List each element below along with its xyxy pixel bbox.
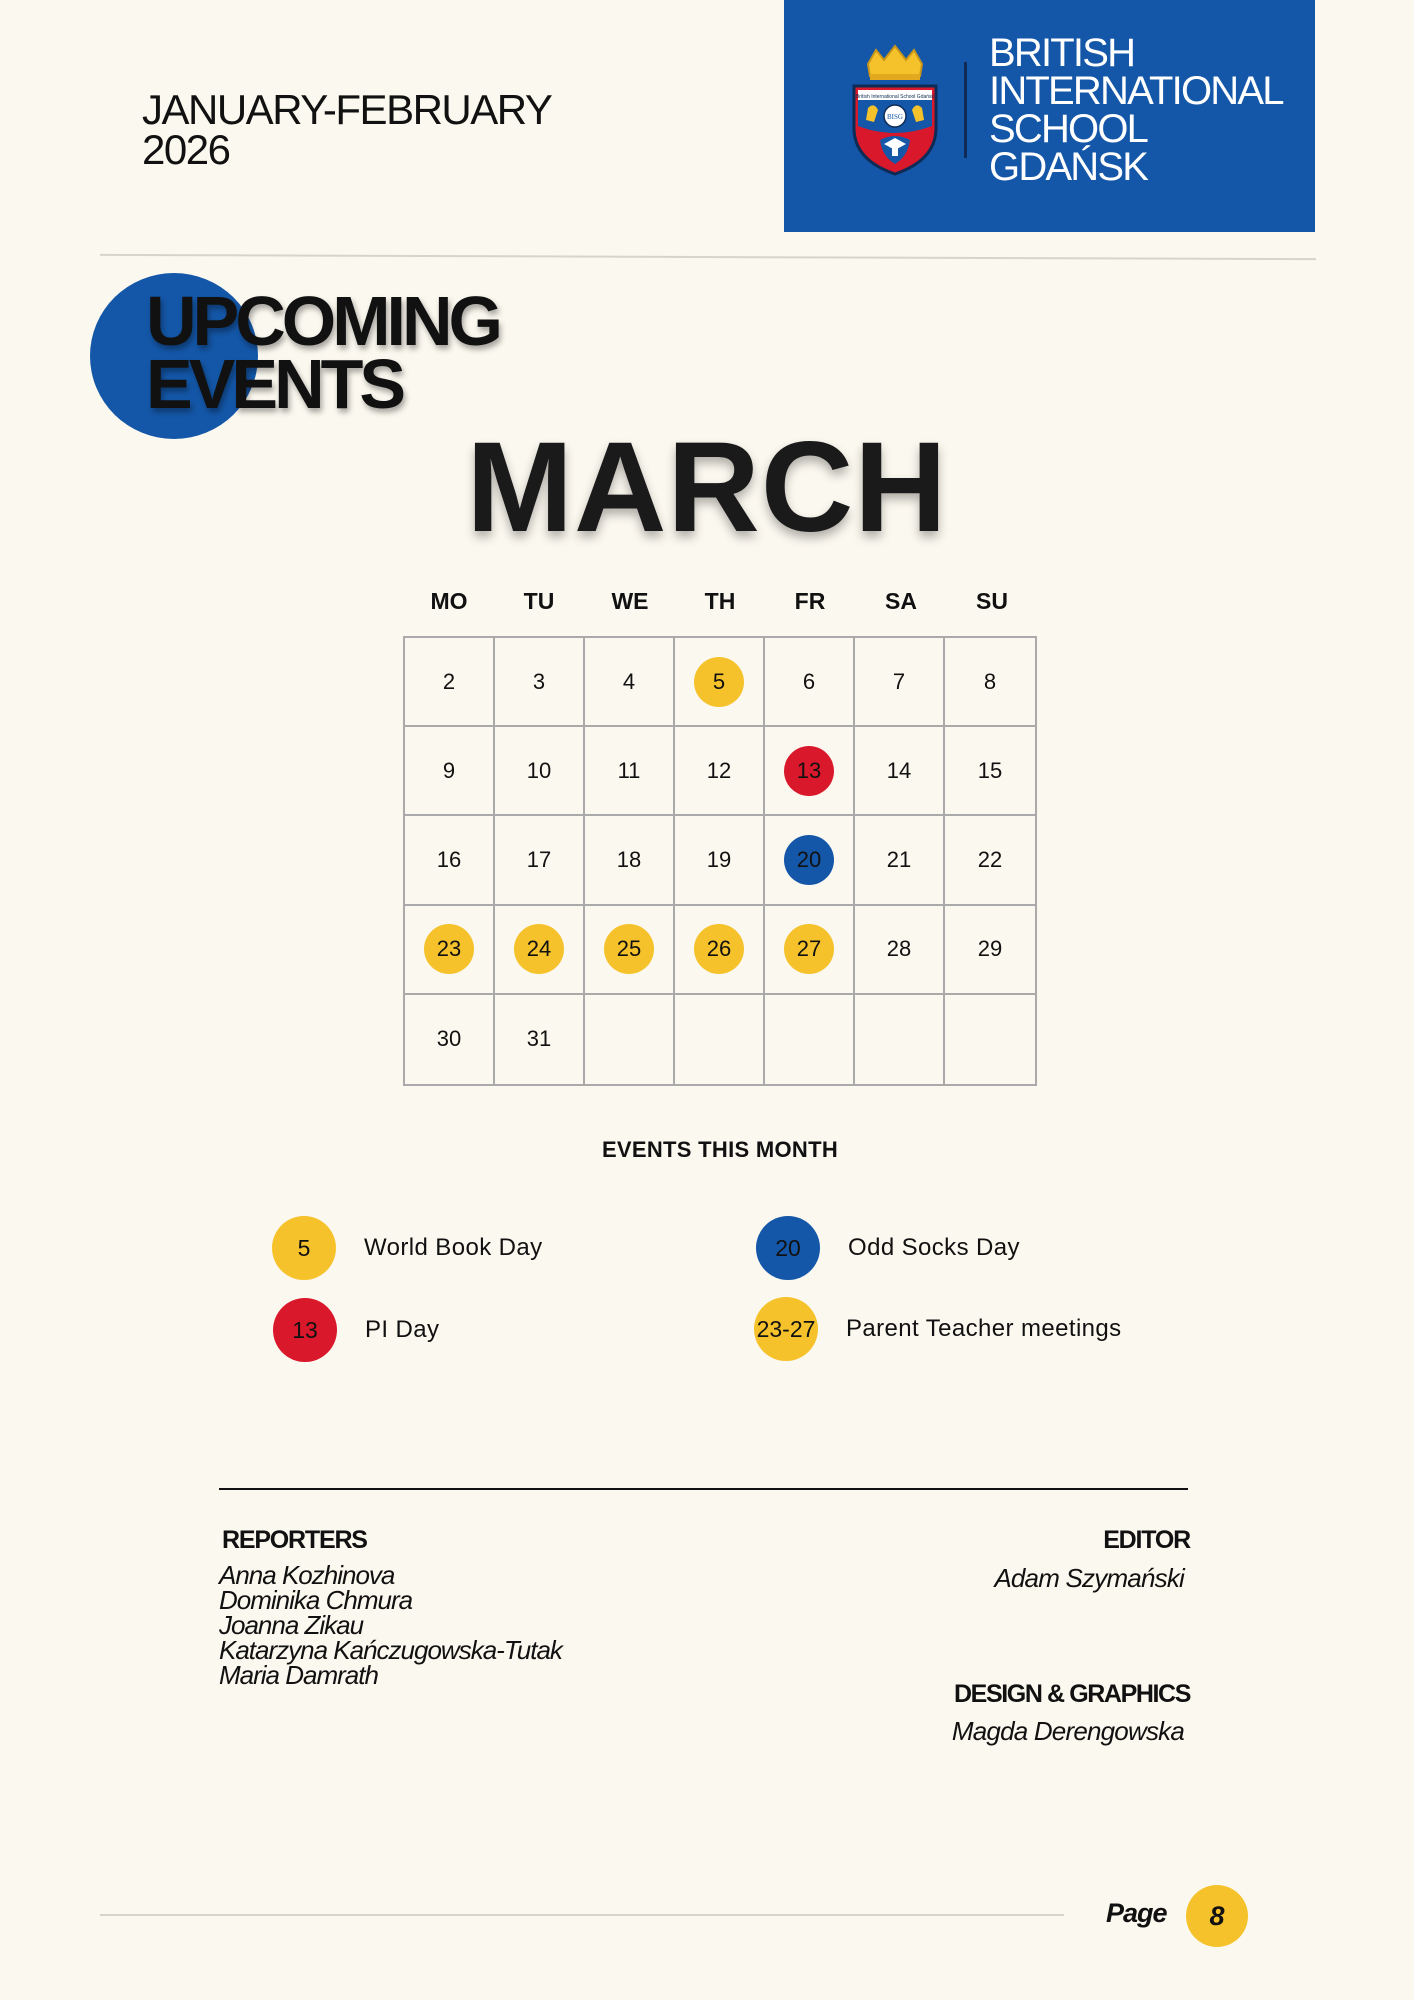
calendar-day-cell: [405, 816, 495, 905]
day-number: 31: [526, 1026, 552, 1052]
issue-date: [142, 86, 552, 173]
day-number: 28: [886, 936, 912, 962]
day-number: 14: [886, 757, 912, 783]
day-number: 30: [436, 1026, 462, 1052]
highlighted-day-number: 13: [784, 746, 834, 796]
calendar-day-cell: [495, 816, 585, 905]
calendar-day-cell: [675, 816, 765, 905]
calendar-empty-cell: [585, 995, 675, 1084]
calendar-day-cell: [405, 727, 495, 816]
calendar-day-cell: [405, 906, 495, 995]
calendar-day-cell: [405, 995, 495, 1084]
day-number: 8: [983, 668, 997, 694]
highlighted-day-number: 23: [424, 924, 474, 974]
highlighted-day-number: 24: [514, 924, 564, 974]
section-title-line: EVENTS: [146, 345, 403, 423]
reporters-list: [219, 1560, 562, 1690]
weekday-label: MO: [430, 588, 468, 614]
calendar-day-cell: [765, 638, 855, 727]
calendar-day-cell: [675, 906, 765, 995]
school-crest-icon: [850, 44, 940, 176]
footer-divider: [100, 1914, 1064, 1916]
event-date-badge: 5: [272, 1216, 336, 1280]
reporter-name: Maria Damrath: [219, 1660, 378, 1690]
calendar-day-cell: [405, 638, 495, 727]
weekday-label: FR: [794, 588, 826, 614]
credits-divider: [219, 1488, 1188, 1490]
calendar-day-cell: [855, 906, 945, 995]
school-name-line: INTERNATIONAL: [989, 69, 1283, 113]
day-number: 12: [706, 757, 732, 783]
page-label: Page: [1106, 1898, 1167, 1928]
calendar-day-cell: [495, 906, 585, 995]
day-number: 10: [526, 757, 552, 783]
event-item: [273, 1298, 439, 1362]
weekday-label: SU: [976, 588, 1008, 614]
logo-divider: [964, 62, 967, 158]
calendar-day-cell: [855, 638, 945, 727]
calendar-day-cell: [585, 727, 675, 816]
day-number: 7: [892, 668, 906, 694]
calendar-empty-cell: [675, 995, 765, 1084]
weekday-label: TU: [523, 588, 555, 614]
reporter-name: Katarzyna Kańczugowska-Tutak: [219, 1635, 562, 1665]
calendar-day-cell: [675, 727, 765, 816]
event-date-badge: 23-27: [754, 1297, 818, 1361]
calendar-grid: [403, 636, 1037, 1086]
calendar-day-cell: [855, 727, 945, 816]
highlighted-day-number: 26: [694, 924, 744, 974]
section-title-line: UPCOMING: [146, 282, 499, 360]
highlighted-day-number: 20: [784, 835, 834, 885]
reporter-name: Anna Kozhinova: [219, 1560, 395, 1590]
day-number: 6: [802, 668, 816, 694]
issue-year: 2026: [142, 126, 230, 173]
day-number: 18: [616, 846, 642, 872]
day-number: 17: [526, 846, 552, 872]
highlighted-day-number: 27: [784, 924, 834, 974]
day-number: 15: [977, 757, 1003, 783]
calendar-empty-cell: [855, 995, 945, 1084]
reporter-name: Joanna Zikau: [219, 1610, 364, 1640]
calendar-day-cell: [855, 816, 945, 905]
calendar-day-cell: [675, 638, 765, 727]
calendar-day-cell: [495, 727, 585, 816]
school-name: [989, 31, 1283, 189]
day-number: 16: [436, 846, 462, 872]
day-number: 19: [706, 846, 732, 872]
calendar-day-cell: [585, 816, 675, 905]
day-number: 9: [442, 757, 456, 783]
event-date-badge: 13: [273, 1298, 337, 1362]
day-number: 21: [886, 846, 912, 872]
calendar-day-cell: [585, 638, 675, 727]
event-name: World Book Day: [364, 1234, 543, 1261]
day-number: 29: [977, 936, 1003, 962]
event-item: [754, 1297, 1122, 1361]
day-number: 11: [617, 757, 641, 783]
school-logo-banner: [784, 0, 1315, 232]
month-title: MARCH: [466, 416, 948, 559]
event-name: Parent Teacher meetings: [846, 1315, 1122, 1342]
calendar-day-cell: [945, 638, 1035, 727]
calendar-day-cell: [945, 816, 1035, 905]
highlighted-day-number: 5: [694, 657, 744, 707]
calendar-day-cell: [945, 906, 1035, 995]
school-name-line: BRITISH: [989, 31, 1135, 75]
page-number-badge: 8: [1186, 1885, 1248, 1947]
calendar-day-cell: [765, 816, 855, 905]
school-name-line: SCHOOL: [989, 107, 1148, 151]
crest-text: British International School Gdańsk: [855, 94, 935, 100]
weekday-label: SA: [885, 588, 917, 614]
issue-months: JANUARY-FEBRUARY: [142, 86, 552, 133]
calendar-empty-cell: [945, 995, 1035, 1084]
highlighted-day-number: 25: [604, 924, 654, 974]
reporter-name: Dominika Chmura: [219, 1585, 413, 1615]
calendar-day-cell: [495, 638, 585, 727]
event-item: [272, 1216, 543, 1280]
events-heading: EVENTS THIS MONTH: [601, 1137, 839, 1162]
event-name: Odd Socks Day: [848, 1234, 1020, 1261]
calendar-day-cell: [945, 727, 1035, 816]
crest-monogram: BISG: [887, 113, 903, 121]
calendar-day-cell: [765, 727, 855, 816]
calendar-day-cell: [765, 906, 855, 995]
calendar-day-cell: [585, 906, 675, 995]
event-item: [756, 1216, 1020, 1280]
section-title: [146, 282, 499, 423]
day-number: 3: [532, 668, 546, 694]
designer-name: Magda Derengowska: [951, 1716, 1184, 1746]
design-heading: DESIGN & GRAPHICS: [954, 1680, 1190, 1708]
editor-name: Adam Szymański: [994, 1563, 1184, 1593]
reporters-heading: REPORTERS: [222, 1526, 367, 1554]
day-number: 22: [977, 846, 1003, 872]
day-number: 2: [442, 668, 456, 694]
calendar-empty-cell: [765, 995, 855, 1084]
event-date-badge: 20: [756, 1216, 820, 1280]
weekday-label: TH: [704, 588, 736, 614]
weekday-label: WE: [611, 588, 649, 614]
top-divider: [100, 254, 1316, 260]
calendar-day-cell: [495, 995, 585, 1084]
day-number: 4: [622, 668, 636, 694]
school-name-line: GDAŃSK: [989, 145, 1148, 189]
event-name: PI Day: [365, 1316, 440, 1343]
editor-heading: EDITOR: [1103, 1526, 1190, 1554]
